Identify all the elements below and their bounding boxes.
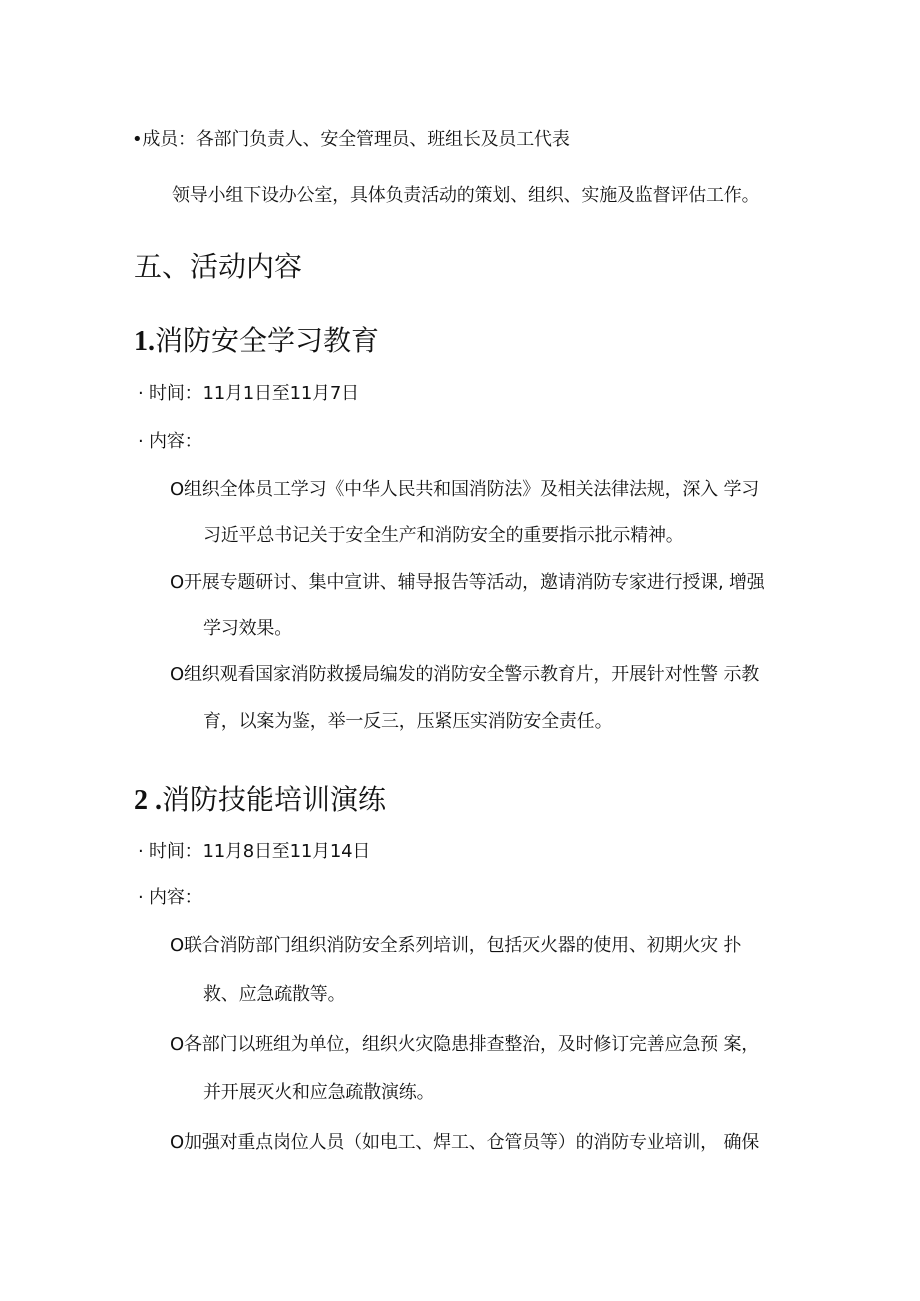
subsection-2-item-2-line-1: O各部门以班组为单位，组织火灾隐患排查整治，及时修订完善应急预 案， — [170, 1034, 760, 1055]
subsection-1-time: · 时间：11月1日至11月7日 — [138, 383, 359, 404]
subsection-1-item-2-line-2: 学习效果。 — [203, 618, 292, 639]
subsection-2-heading — [134, 783, 386, 818]
subsection-2-content-label: · 内容： — [138, 887, 203, 908]
subsection-1-number: 1. — [134, 326, 155, 357]
office-paragraph: 领导小组下设办公室，具体负责活动的策划、组织、实施及监督评估工作。 — [172, 185, 760, 206]
subsection-1-item-1-line-2: 习近平总书记关于安全生产和消防安全的重要指示批示精神。 — [203, 525, 684, 546]
subsection-2-item-3-line-1: O加强对重点岗位人员（如电工、焊工、仓管员等）的消防专业培训， 确保 — [170, 1132, 760, 1153]
subsection-1-item-3-line-2: 育，以案为鉴，举一反三，压紧压实消防安全责任。 — [203, 711, 613, 732]
subsection-2-number: 2 . — [134, 785, 162, 816]
subsection-1-item-3-line-1: O组织观看国家消防救援局编发的消防安全警示教育片，开展针对性警 示教 — [170, 664, 760, 685]
subsection-2-item-2-line-2: 并开展灭火和应急疏散演练。 — [203, 1082, 435, 1103]
members-line: •成员：各部门负责人、安全管理员、班组长及员工代表 — [132, 129, 570, 150]
subsection-1-item-1-line-1: O组织全体员工学习《中华人民共和国消防法》及相关法律法规，深入 学习 — [170, 479, 760, 500]
subsection-1-title: 消防安全学习教育 — [155, 324, 380, 357]
subsection-2-time: · 时间：11月8日至11月14日 — [138, 841, 371, 862]
subsection-1-item-2-line-1: O开展专题研讨、集中宣讲、辅导报告等活动，邀请消防专家进行授课, 增强 — [170, 572, 765, 593]
section-5-heading: 五、活动内容 — [134, 250, 303, 283]
subsection-2-item-1-line-1: O联合消防部门组织消防安全系列培训，包括灭火器的使用、初期火灾 扑 — [170, 935, 742, 956]
subsection-1-content-label: · 内容： — [138, 431, 203, 452]
subsection-2-item-1-line-2: 救、应急疏散等。 — [203, 984, 346, 1005]
subsection-2-title: 消防技能培训演练 — [162, 783, 387, 816]
subsection-1-heading — [134, 324, 379, 359]
